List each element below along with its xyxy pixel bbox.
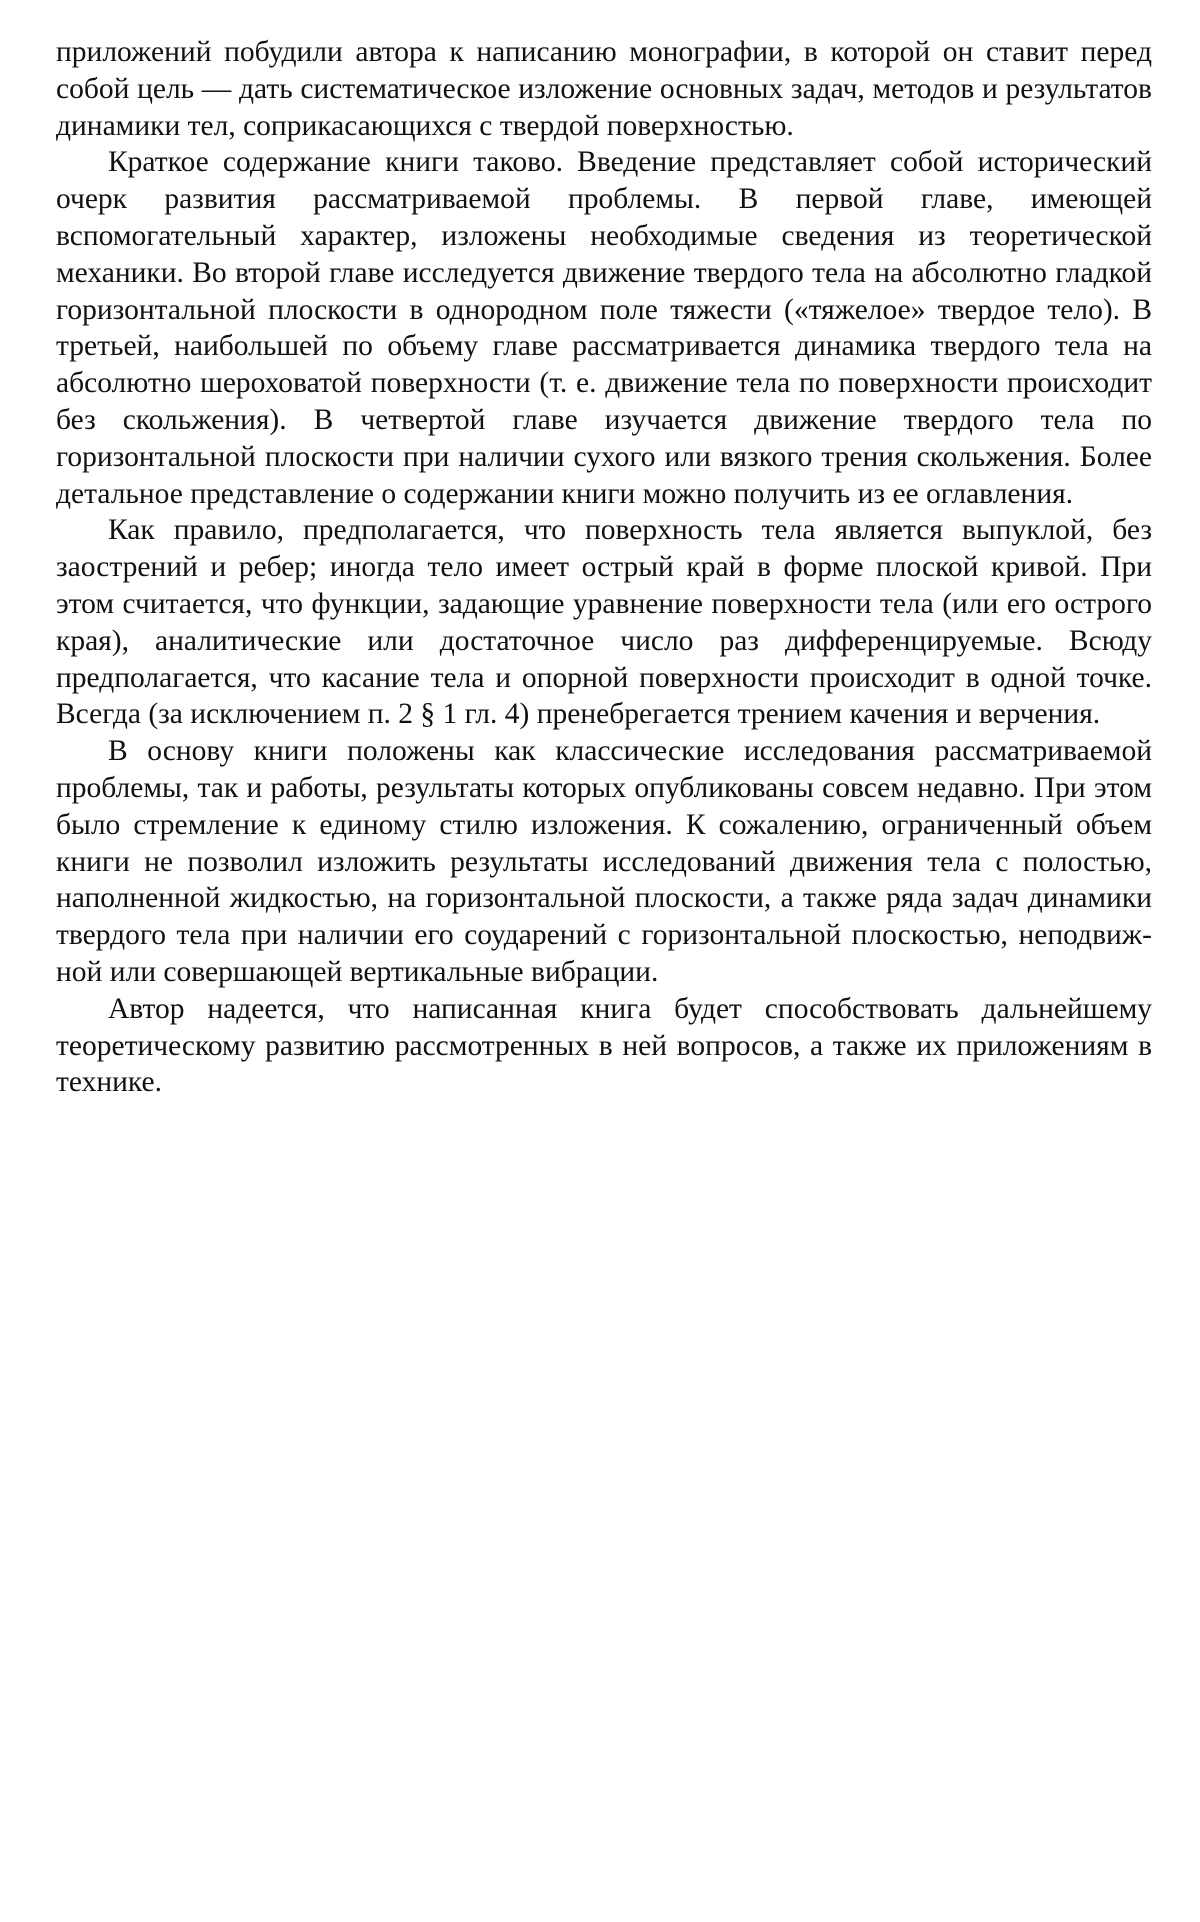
paragraph-3: Как правило, предполагается, что поверхность тела является выпуклой, без заострений и ребер; иногда тело имеет острый край в форме плоской кривой. При этом считается, что функции, задающие уравнение поверхности тела (или его острого края), аналитические или достаточное число раз дифференцируемые. Всюду предполагается, что касание тела и опорной поверхности происходит в одной точке. Всегда (за исключением п. 2 § 1 гл. 4) пренебрегается трением качения и верчения. — [56, 514, 1152, 731]
paragraph-5: Автор надеется, что написанная книга будет способствовать дальнейшему теоретическому развитию рассмотренных в ней вопросов, а также их приложениям в технике. — [56, 992, 1152, 1099]
paragraph-1: приложений побудили автора к написанию монографии, в которой он ставит перед собой цель — дать систематическое изложение основных задач, методов и результатов динамики тел, соприкасающихся с твердой поверхностью. — [56, 36, 1152, 142]
paragraph-2: Краткое содержание книги таково. Введение представляет собой исторический очерк развития рассматриваемой проблемы. В первой главе, имеющей вспомогательный характер, изложены необходимые сведения из теоретической механики. Во второй главе исследуется движение твердого тела на абсолютно гладкой горизонтальной плоскости в однородном поле тяжести («тяжелое» твердое тело). В третьей, наибольшей по объему главе рассматривается динамика твердого тела на абсолютно шероховатой поверхности (т. е. движение тела по поверхности происходит без скольжения). В четвертой главе изучается движение твердого тела по горизонтальной плоскости при наличии сухого или вязкого трения скольжения. Более детальное представление о содержании книги можно получить из ее оглавления. — [56, 146, 1152, 510]
page-text — [56, 34, 1152, 1101]
paragraph-4: В основу книги положены как классические исследования рассматриваемой проблемы, так и работы, результаты которых опубликованы совсем недавно. При этом было стремление к единому стилю изложения. К сожалению, ограниченный объем книги не позволил изложить результаты исследований движения тела с полостью, наполненной жидкостью, на горизонтальной плоскости, а также ряда задач динамики твердого тела при наличии его соударений с горизонтальной плоскостью, неподвижной или совершающей вертикальные вибрации. — [56, 735, 1152, 988]
